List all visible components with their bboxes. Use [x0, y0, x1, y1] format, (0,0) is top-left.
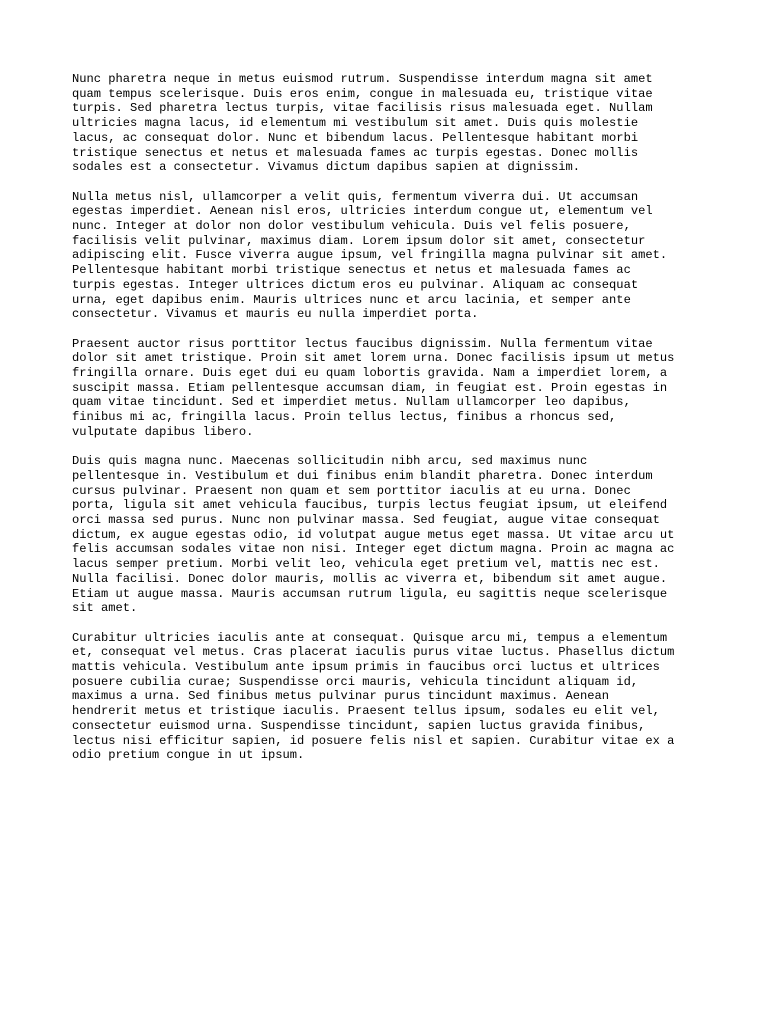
- paragraph-2: Nulla metus nisl, ullamcorper a velit quis, fermentum viverra dui. Ut accumsan egestas imperdiet. Aenean nisl eros, ultricies interdum congue ut, elementum vel nunc. Integer at dolor non dolor vestibulum vehicula. Duis vel felis posuere, facilisis velit pulvinar, maximus diam. Lorem ipsum dolor sit amet, consectetur adipiscing elit. Fusce viverra augue ipsum, vel fringilla magna pulvinar sit amet. Pellentesque habitant morbi tristique senectus et netus et malesuada fames ac turpis egestas. Integer ultrices dictum eros eu pulvinar. Aliquam ac consequat urna, eget dapibus enim. Mauris ultrices nunc et arcu lacinia, et semper ante consectetur. Vivamus et mauris eu nulla imperdiet porta.: [72, 189, 668, 322]
- paragraph-1: Nunc pharetra neque in metus euismod rutrum. Suspendisse interdum magna sit amet quam tempus scelerisque. Duis eros enim, congue in malesuada eu, tristique vitae turpis. Sed pharetra lectus turpis, vitae facilisis risus malesuada eget. Nullam ultricies magna lacus, id elementum mi vestibulum sit amet. Duis quis molestie lacus, ac consequat dolor. Nunc et bibendum lacus. Pellentesque habitant morbi tristique senectus et netus et malesuada fames ac turpis egestas. Donec mollis sodales est a consectetur. Vivamus dictum dapibus sapien at dignissim.: [72, 72, 653, 175]
- paragraph-3: Praesent auctor risus porttitor lectus faucibus dignissim. Nulla fermentum vitae dolor sit amet tristique. Proin sit amet lorem urna. Donec facilisis ipsum ut metus fringilla ornare. Duis eget dui eu quam lobortis gravida. Nam a imperdiet lorem, a suscipit massa. Etiam pellentesque accumsan diam, in feugiat est. Proin egestas in quam vitae tincidunt. Sed et imperdiet metus. Nullam ullamcorper leo dapibus, finibus mi ac, fringilla lacus. Proin tellus lectus, finibus a rhoncus sed, vulputate dapibus libero.: [72, 336, 675, 439]
- paragraph-5: Curabitur ultricies iaculis ante at consequat. Quisque arcu mi, tempus a elementum et, consequat vel metus. Cras placerat iaculis purus vitae luctus. Phasellus dictum mattis vehicula. Vestibulum ante ipsum primis in faucibus orci luctus et ultrices posuere cubilia curae; Suspendisse orci mauris, vehicula tincidunt aliquam id, maximus a urna. Sed finibus metus pulvinar purus tincidunt maximus. Aenean hendrerit metus et tristique iaculis. Praesent tellus ipsum, sodales eu elit vel, consectetur euismod urna. Suspendisse tincidunt, sapien luctus gravida finibus, lectus nisi efficitur sapien, id posuere felis nisl et sapien. Curabitur vitae ex a odio pretium congue in ut ipsum.: [72, 630, 675, 763]
- paragraph-4: Duis quis magna nunc. Maecenas sollicitudin nibh arcu, sed maximus nunc pellentesque in. Vestibulum et dui finibus enim blandit pharetra. Donec interdum cursus pulvinar. Praesent non quam et sem porttitor iaculis at eu urna. Donec porta, ligula sit amet vehicula faucibus, turpis lectus feugiat ipsum, ut eleifend orci massa sed purus. Nunc non pulvinar massa. Sed feugiat, augue vitae consequat dictum, ex augue egestas odio, id volutpat augue metus eget massa. Ut vitae arcu ut felis accumsan sodales vitae non nisi. Integer eget dictum magna. Proin ac magna ac lacus semper pretium. Morbi velit leo, vehicula eget pretium vel, mattis nec est. Nulla facilisi. Donec dolor mauris, mollis ac viverra et, bibendum sit amet augue. Etiam ut augue massa. Mauris accumsan rutrum ligula, eu sagittis neque scelerisque sit amet.: [72, 454, 675, 616]
- document-page: [72, 72, 702, 778]
